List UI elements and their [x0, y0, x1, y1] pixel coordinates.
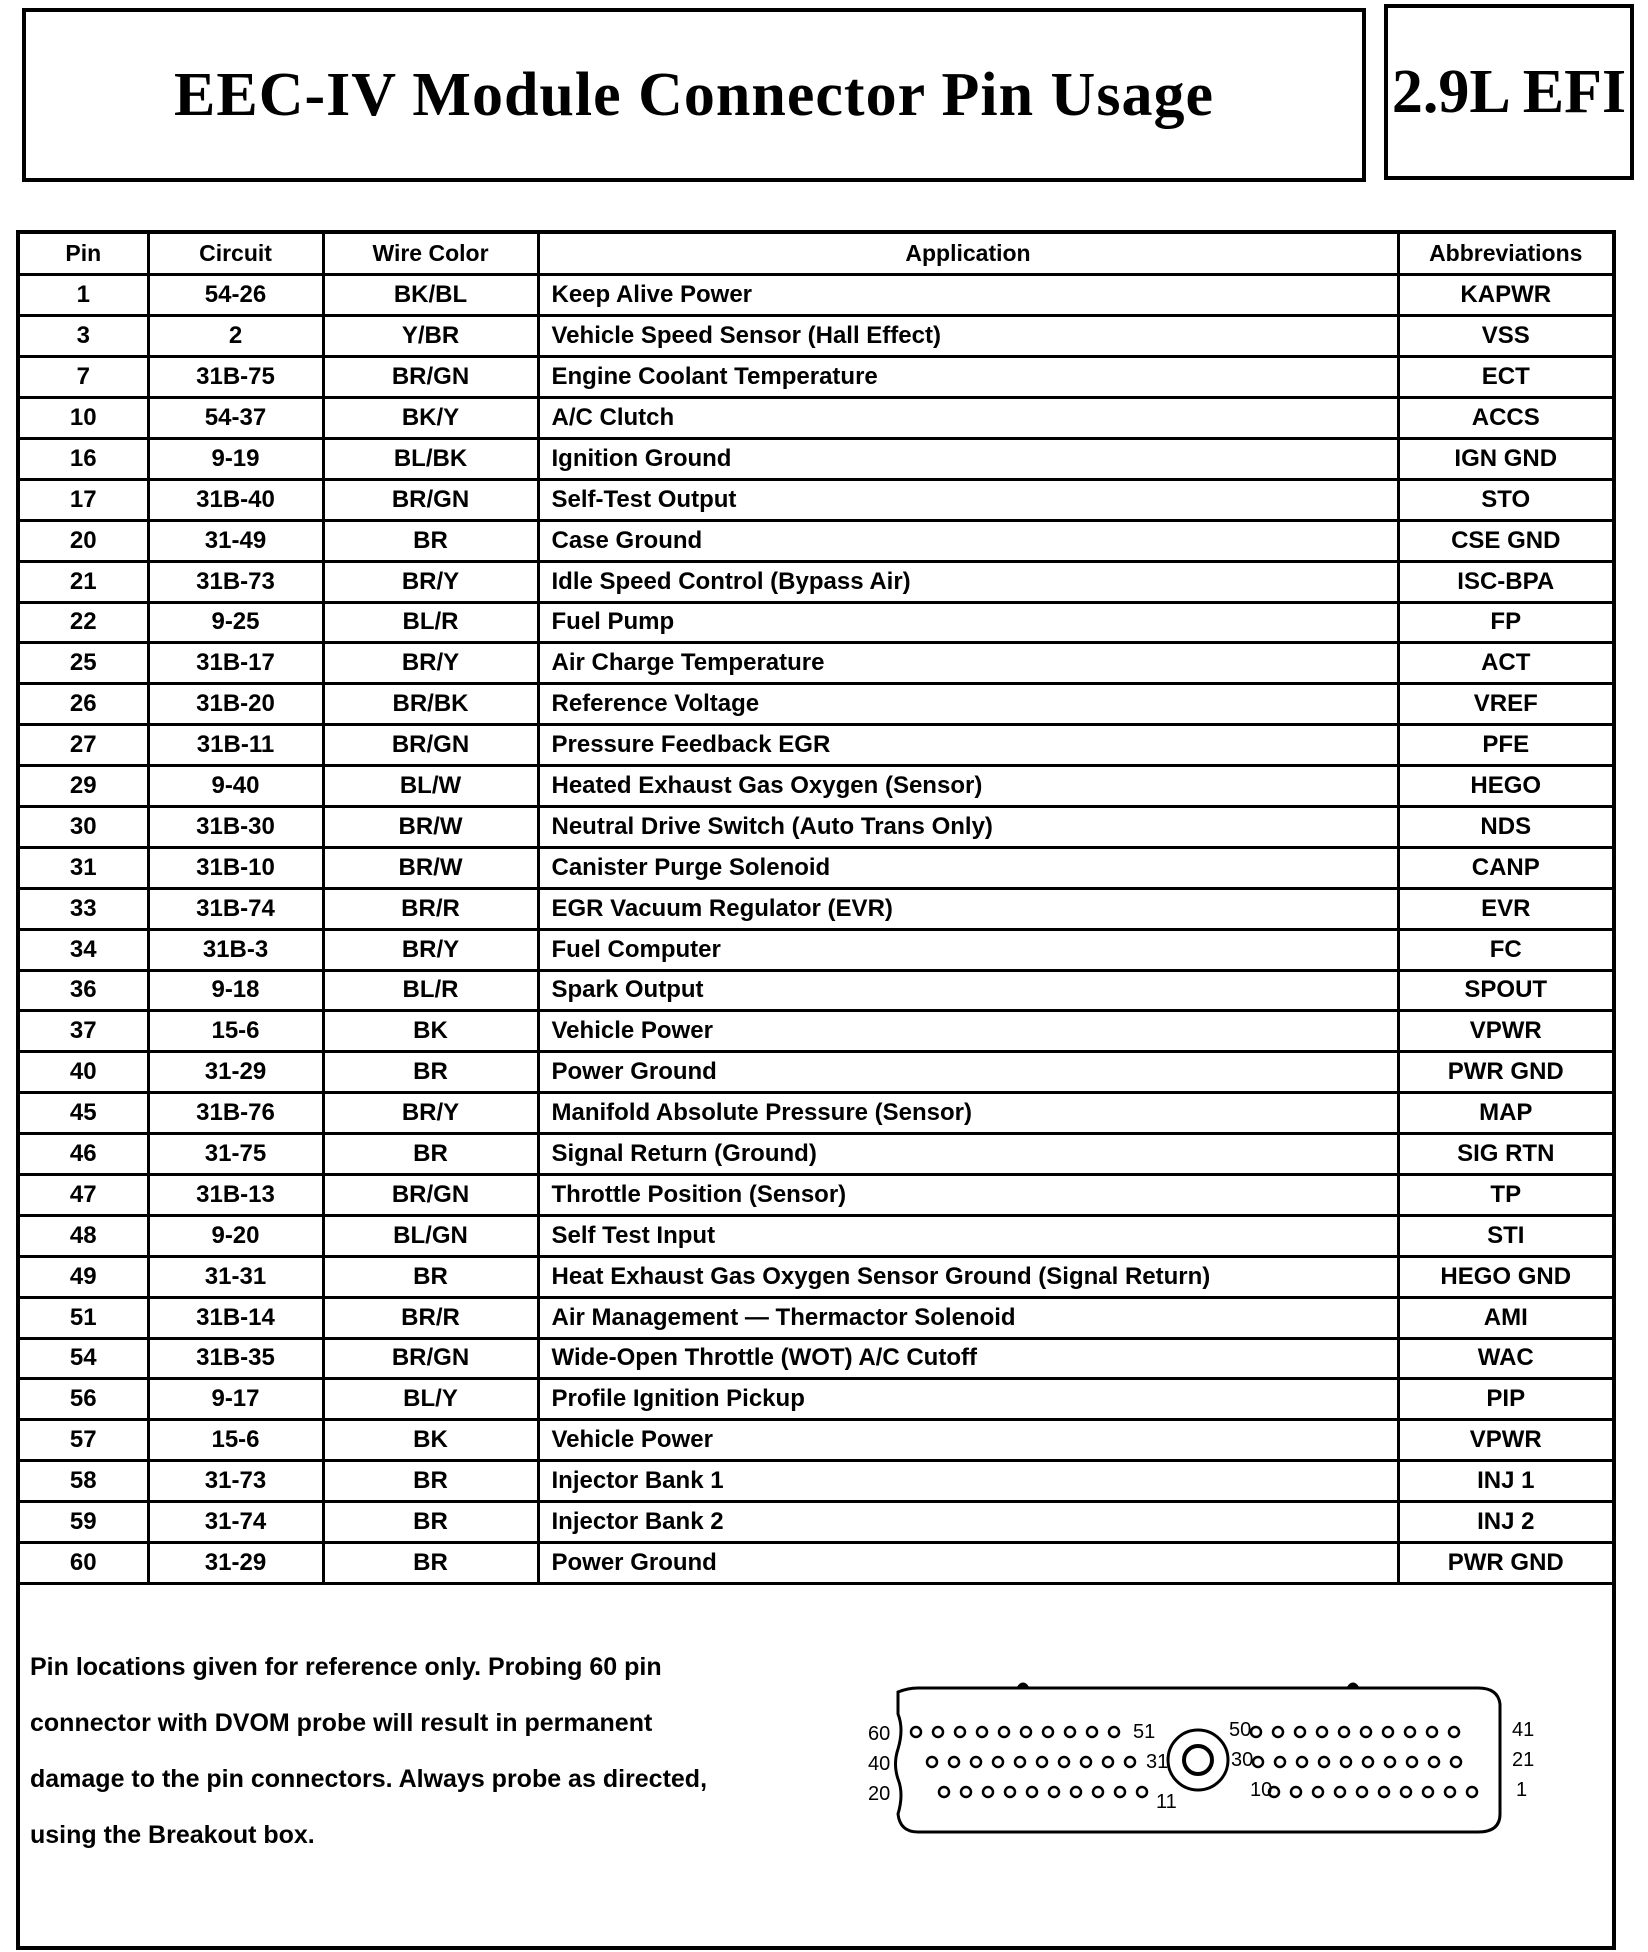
column-header-abbreviations: Abbreviations — [1398, 234, 1612, 275]
connector-pin-hole — [1295, 1727, 1305, 1737]
table-row — [20, 970, 1612, 1011]
table-row — [20, 1011, 1612, 1052]
wire-color-cell: BL/BK — [323, 438, 538, 479]
pin-cell: 34 — [20, 929, 148, 970]
table-row — [20, 275, 1612, 316]
application-cell: Power Ground — [538, 1052, 1398, 1093]
pin-cell: 57 — [20, 1420, 148, 1461]
connector-pin-hole — [1451, 1757, 1461, 1767]
wire-color-cell: BL/R — [323, 602, 538, 643]
abbreviation-cell: STI — [1398, 1215, 1612, 1256]
pin-cell: 33 — [20, 888, 148, 929]
wire-color-cell: BR/GN — [323, 479, 538, 520]
abbreviation-cell: VREF — [1398, 684, 1612, 725]
application-cell: Spark Output — [538, 970, 1398, 1011]
table-row — [20, 479, 1612, 520]
table-row — [20, 1093, 1612, 1134]
wire-color-cell: BR — [323, 1461, 538, 1502]
pin-cell: 56 — [20, 1379, 148, 1420]
table-row — [20, 725, 1612, 766]
circuit-cell: 9-17 — [148, 1379, 323, 1420]
abbreviation-cell: EVR — [1398, 888, 1612, 929]
connector-pin-hole — [1361, 1727, 1371, 1737]
wire-color-cell: BR — [323, 1052, 538, 1093]
connector-pin-hole — [1109, 1727, 1119, 1737]
connector-label-60: 60 — [868, 1723, 891, 1745]
connector-pin-holes — [911, 1727, 1477, 1797]
wire-color-cell: Y/BR — [323, 316, 538, 357]
table-row — [20, 1052, 1612, 1093]
application-cell: Air Management — Thermactor Solenoid — [538, 1297, 1398, 1338]
circuit-cell: 9-19 — [148, 438, 323, 479]
circuit-cell: 9-20 — [148, 1215, 323, 1256]
table-row — [20, 520, 1612, 561]
abbreviation-cell: FC — [1398, 929, 1612, 970]
abbreviation-cell: SPOUT — [1398, 970, 1612, 1011]
pin-cell: 27 — [20, 725, 148, 766]
connector-pin-hole — [1423, 1787, 1433, 1797]
note-line: using the Breakout box. — [30, 1821, 315, 1849]
wire-color-cell: BR — [323, 1543, 538, 1584]
application-cell: Vehicle Power — [538, 1420, 1398, 1461]
connector-label-11: 11 — [1156, 1791, 1177, 1813]
application-cell: Engine Coolant Temperature — [538, 357, 1398, 398]
connector-pin-hole — [983, 1787, 993, 1797]
note-line: connector with DVOM probe will result in permanent — [30, 1709, 653, 1737]
table-row — [20, 316, 1612, 357]
circuit-cell: 54-26 — [148, 275, 323, 316]
table-row — [20, 1174, 1612, 1215]
abbreviation-cell: IGN GND — [1398, 438, 1612, 479]
pin-cell: 60 — [20, 1543, 148, 1584]
connector-pin-hole — [1363, 1757, 1373, 1767]
wire-color-cell: BR — [323, 1134, 538, 1175]
connector-pin-hole — [961, 1787, 971, 1797]
connector-key-left — [1018, 1684, 1028, 1688]
pin-cell: 25 — [20, 643, 148, 684]
abbreviation-cell: PIP — [1398, 1379, 1612, 1420]
connector-pin-hole — [993, 1757, 1003, 1767]
application-cell: Canister Purge Solenoid — [538, 847, 1398, 888]
application-cell: Case Ground — [538, 520, 1398, 561]
table-row — [20, 766, 1612, 807]
abbreviation-cell: KAPWR — [1398, 275, 1612, 316]
circuit-cell: 15-6 — [148, 1011, 323, 1052]
connector-pin-hole — [1043, 1727, 1053, 1737]
connector-pin-hole — [1125, 1757, 1135, 1767]
abbreviation-cell: PFE — [1398, 725, 1612, 766]
abbreviation-cell: CANP — [1398, 847, 1612, 888]
pin-cell: 22 — [20, 602, 148, 643]
table-row — [20, 1256, 1612, 1297]
table-row — [20, 1420, 1612, 1461]
table-row — [20, 888, 1612, 929]
wire-color-cell: BR — [323, 1502, 538, 1543]
connector-pin-hole — [1081, 1757, 1091, 1767]
circuit-cell: 31B-35 — [148, 1338, 323, 1379]
column-header-application: Application — [538, 234, 1398, 275]
abbreviation-cell: PWR GND — [1398, 1543, 1612, 1584]
connector-pin-hole — [1253, 1757, 1263, 1767]
wire-color-cell: BR/BK — [323, 684, 538, 725]
circuit-cell: 31B-76 — [148, 1093, 323, 1134]
connector-label-20: 20 — [868, 1783, 891, 1805]
wire-color-cell: BR — [323, 520, 538, 561]
application-cell: Air Charge Temperature — [538, 643, 1398, 684]
abbreviation-cell: WAC — [1398, 1338, 1612, 1379]
connector-label-30: 30 — [1231, 1749, 1254, 1771]
pin-cell: 1 — [20, 275, 148, 316]
abbreviation-cell: VSS — [1398, 316, 1612, 357]
connector-label-10: 10 — [1250, 1779, 1273, 1801]
title-box — [22, 8, 1366, 182]
column-header-circuit: Circuit — [148, 234, 323, 275]
table-row — [20, 602, 1612, 643]
pin-usage-panel — [16, 230, 1616, 1950]
connector-pin-hole — [971, 1757, 981, 1767]
application-cell: Keep Alive Power — [538, 275, 1398, 316]
pin-cell: 37 — [20, 1011, 148, 1052]
wire-color-cell: BL/W — [323, 766, 538, 807]
table-row — [20, 561, 1612, 602]
connector-pin-hole — [911, 1727, 921, 1737]
application-cell: Reference Voltage — [538, 684, 1398, 725]
pin-cell: 51 — [20, 1297, 148, 1338]
pin-cell: 45 — [20, 1093, 148, 1134]
pin-cell: 46 — [20, 1134, 148, 1175]
connector-pin-hole — [1049, 1787, 1059, 1797]
connector-label-21: 21 — [1512, 1749, 1535, 1771]
wire-color-cell: BR/GN — [323, 1174, 538, 1215]
connector-pin-hole — [1379, 1787, 1389, 1797]
table-row — [20, 1543, 1612, 1584]
wire-color-cell: BR/GN — [323, 725, 538, 766]
application-cell: Signal Return (Ground) — [538, 1134, 1398, 1175]
table-body — [20, 275, 1612, 1584]
connector-pin-hole — [999, 1727, 1009, 1737]
circuit-cell: 9-25 — [148, 602, 323, 643]
application-cell: Profile Ignition Pickup — [538, 1379, 1398, 1420]
abbreviation-cell: CSE GND — [1398, 520, 1612, 561]
connector-pin-hole — [1027, 1787, 1037, 1797]
pin-cell: 58 — [20, 1461, 148, 1502]
circuit-cell: 31B-74 — [148, 888, 323, 929]
application-cell: Fuel Computer — [538, 929, 1398, 970]
pin-cell: 29 — [20, 766, 148, 807]
pin-cell: 59 — [20, 1502, 148, 1543]
application-cell: Self-Test Output — [538, 479, 1398, 520]
connector-pin-hole — [1297, 1757, 1307, 1767]
connector-pin-hole — [1103, 1757, 1113, 1767]
abbreviation-cell: ACCS — [1398, 398, 1612, 439]
connector-pin-hole — [1251, 1727, 1261, 1737]
connector-pin-hole — [1401, 1787, 1411, 1797]
circuit-cell: 31B-20 — [148, 684, 323, 725]
wire-color-cell: BL/Y — [323, 1379, 538, 1420]
application-cell: Injector Bank 2 — [538, 1502, 1398, 1543]
pin-cell: 26 — [20, 684, 148, 725]
connector-pin-hole — [1071, 1787, 1081, 1797]
abbreviation-cell: NDS — [1398, 806, 1612, 847]
connector-pin-hole — [1429, 1757, 1439, 1767]
engine-box — [1384, 4, 1634, 180]
connector-diagram — [838, 1674, 1578, 1854]
abbreviation-cell: SIG RTN — [1398, 1134, 1612, 1175]
abbreviation-cell: TP — [1398, 1174, 1612, 1215]
column-header-wire-color: Wire Color — [323, 234, 538, 275]
application-cell: Throttle Position (Sensor) — [538, 1174, 1398, 1215]
abbreviation-cell: HEGO — [1398, 766, 1612, 807]
pin-usage-table — [20, 234, 1612, 1585]
application-cell: A/C Clutch — [538, 398, 1398, 439]
application-cell: Self Test Input — [538, 1215, 1398, 1256]
wire-color-cell: BR/GN — [323, 357, 538, 398]
connector-label-40: 40 — [868, 1753, 891, 1775]
circuit-cell: 31B-11 — [148, 725, 323, 766]
probing-note — [30, 1639, 810, 1863]
wire-color-cell: BR/Y — [323, 929, 538, 970]
pin-cell: 20 — [20, 520, 148, 561]
pin-cell: 21 — [20, 561, 148, 602]
pin-cell: 54 — [20, 1338, 148, 1379]
application-cell: Wide-Open Throttle (WOT) A/C Cutoff — [538, 1338, 1398, 1379]
circuit-cell: 31-74 — [148, 1502, 323, 1543]
pin-cell: 3 — [20, 316, 148, 357]
wire-color-cell: BR — [323, 1256, 538, 1297]
circuit-cell: 31B-10 — [148, 847, 323, 888]
circuit-cell: 2 — [148, 316, 323, 357]
application-cell: Neutral Drive Switch (Auto Trans Only) — [538, 806, 1398, 847]
circuit-cell: 31B-14 — [148, 1297, 323, 1338]
connector-pin-hole — [1319, 1757, 1329, 1767]
connector-pin-hole — [977, 1727, 987, 1737]
connector-pin-hole — [927, 1757, 937, 1767]
pin-cell: 30 — [20, 806, 148, 847]
connector-pin-hole — [1275, 1757, 1285, 1767]
abbreviation-cell: INJ 1 — [1398, 1461, 1612, 1502]
connector-pin-hole — [1317, 1727, 1327, 1737]
connector-pin-hole — [1407, 1757, 1417, 1767]
application-cell: Power Ground — [538, 1543, 1398, 1584]
connector-pin-hole — [949, 1757, 959, 1767]
application-cell: Vehicle Power — [538, 1011, 1398, 1052]
connector-outline — [896, 1688, 1501, 1832]
table-row — [20, 438, 1612, 479]
circuit-cell: 31B-73 — [148, 561, 323, 602]
circuit-cell: 9-18 — [148, 970, 323, 1011]
application-cell: Manifold Absolute Pressure (Sensor) — [538, 1093, 1398, 1134]
abbreviation-cell: ISC-BPA — [1398, 561, 1612, 602]
connector-pin-hole — [1357, 1787, 1367, 1797]
connector-pin-hole — [1015, 1757, 1025, 1767]
table-row — [20, 398, 1612, 439]
table-row — [20, 643, 1612, 684]
connector-pin-hole — [1273, 1727, 1283, 1737]
abbreviation-cell: ACT — [1398, 643, 1612, 684]
abbreviation-cell: HEGO GND — [1398, 1256, 1612, 1297]
wire-color-cell: BR/R — [323, 888, 538, 929]
connector-key-right — [1348, 1684, 1358, 1688]
wire-color-cell: BR/Y — [323, 1093, 538, 1134]
connector-bolt-inner — [1184, 1746, 1212, 1774]
circuit-cell: 31-73 — [148, 1461, 323, 1502]
connector-pin-hole — [1059, 1757, 1069, 1767]
pin-cell: 49 — [20, 1256, 148, 1297]
pin-cell: 36 — [20, 970, 148, 1011]
table-row — [20, 1461, 1612, 1502]
table-row — [20, 1134, 1612, 1175]
connector-label-51: 51 — [1133, 1721, 1156, 1743]
connector-pin-hole — [1137, 1787, 1147, 1797]
table-row — [20, 1215, 1612, 1256]
circuit-cell: 54-37 — [148, 398, 323, 439]
note-line: damage to the pin connectors. Always probe as directed, — [30, 1765, 708, 1793]
connector-pin-hole — [1405, 1727, 1415, 1737]
application-cell: Fuel Pump — [538, 602, 1398, 643]
wire-color-cell: BL/GN — [323, 1215, 538, 1256]
pin-cell: 31 — [20, 847, 148, 888]
pin-cell: 17 — [20, 479, 148, 520]
circuit-cell: 31-29 — [148, 1052, 323, 1093]
note-line: Pin locations given for reference only. Probing 60 pin — [30, 1653, 662, 1681]
pin-cell: 40 — [20, 1052, 148, 1093]
abbreviation-cell: INJ 2 — [1398, 1502, 1612, 1543]
abbreviation-cell: ECT — [1398, 357, 1612, 398]
circuit-cell: 31-29 — [148, 1543, 323, 1584]
application-cell: EGR Vacuum Regulator (EVR) — [538, 888, 1398, 929]
connector-pin-hole — [1385, 1757, 1395, 1767]
connector-pin-hole — [1313, 1787, 1323, 1797]
circuit-cell: 31-31 — [148, 1256, 323, 1297]
pin-cell: 10 — [20, 398, 148, 439]
circuit-cell: 31B-3 — [148, 929, 323, 970]
wire-color-cell: BL/R — [323, 970, 538, 1011]
wire-color-cell: BR/Y — [323, 643, 538, 684]
table-row — [20, 1379, 1612, 1420]
abbreviation-cell: PWR GND — [1398, 1052, 1612, 1093]
connector-pin-hole — [1093, 1787, 1103, 1797]
circuit-cell: 15-6 — [148, 1420, 323, 1461]
wire-color-cell: BR/Y — [323, 561, 538, 602]
connector-label-31: 31 — [1146, 1751, 1169, 1773]
circuit-cell: 31B-17 — [148, 643, 323, 684]
abbreviation-cell: AMI — [1398, 1297, 1612, 1338]
table-row — [20, 806, 1612, 847]
circuit-cell: 31B-13 — [148, 1174, 323, 1215]
application-cell: Vehicle Speed Sensor (Hall Effect) — [538, 316, 1398, 357]
connector-label-50: 50 — [1229, 1719, 1252, 1741]
connector-pin-hole — [1335, 1787, 1345, 1797]
connector-pin-hole — [1087, 1727, 1097, 1737]
abbreviation-cell: FP — [1398, 602, 1612, 643]
connector-pin-hole — [1445, 1787, 1455, 1797]
wire-color-cell: BR/GN — [323, 1338, 538, 1379]
circuit-cell: 31B-40 — [148, 479, 323, 520]
connector-pin-hole — [1383, 1727, 1393, 1737]
page-title: EEC-IV Module Connector Pin Usage — [174, 60, 1214, 129]
wire-color-cell: BK — [323, 1420, 538, 1461]
table-row — [20, 847, 1612, 888]
abbreviation-cell: STO — [1398, 479, 1612, 520]
connector-pin-hole — [1037, 1757, 1047, 1767]
wire-color-cell: BR/W — [323, 806, 538, 847]
connector-pin-hole — [933, 1727, 943, 1737]
column-header-pin: Pin — [20, 234, 148, 275]
abbreviation-cell: MAP — [1398, 1093, 1612, 1134]
connector-pin-hole — [1065, 1727, 1075, 1737]
application-cell: Idle Speed Control (Bypass Air) — [538, 561, 1398, 602]
connector-pin-hole — [1467, 1787, 1477, 1797]
pin-cell: 16 — [20, 438, 148, 479]
connector-pin-hole — [1291, 1787, 1301, 1797]
circuit-cell: 31-75 — [148, 1134, 323, 1175]
table-row — [20, 684, 1612, 725]
wire-color-cell: BR/W — [323, 847, 538, 888]
wire-color-cell: BK/Y — [323, 398, 538, 439]
connector-pin-hole — [1449, 1727, 1459, 1737]
connector-pin-hole — [955, 1727, 965, 1737]
connector-label-1: 1 — [1516, 1779, 1528, 1801]
application-cell: Ignition Ground — [538, 438, 1398, 479]
table-header-row — [20, 234, 1612, 275]
application-cell: Injector Bank 1 — [538, 1461, 1398, 1502]
connector-bolt-outer — [1168, 1730, 1228, 1790]
abbreviation-cell: VPWR — [1398, 1420, 1612, 1461]
connector-pin-hole — [1339, 1727, 1349, 1737]
pin-cell: 48 — [20, 1215, 148, 1256]
table-row — [20, 1297, 1612, 1338]
wire-color-cell: BR/R — [323, 1297, 538, 1338]
wire-color-cell: BK/BL — [323, 275, 538, 316]
wire-color-cell: BK — [323, 1011, 538, 1052]
table-row — [20, 357, 1612, 398]
connector-label-41: 41 — [1512, 1719, 1535, 1741]
circuit-cell: 31B-30 — [148, 806, 323, 847]
pin-cell: 7 — [20, 357, 148, 398]
table-row — [20, 929, 1612, 970]
connector-pin-hole — [1341, 1757, 1351, 1767]
circuit-cell: 31-49 — [148, 520, 323, 561]
circuit-cell: 9-40 — [148, 766, 323, 807]
table-row — [20, 1338, 1612, 1379]
connector-pin-hole — [1005, 1787, 1015, 1797]
pin-cell: 47 — [20, 1174, 148, 1215]
abbreviation-cell: VPWR — [1398, 1011, 1612, 1052]
connector-pin-hole — [1021, 1727, 1031, 1737]
application-cell: Heated Exhaust Gas Oxygen (Sensor) — [538, 766, 1398, 807]
application-cell: Pressure Feedback EGR — [538, 725, 1398, 766]
connector-pin-hole — [1115, 1787, 1125, 1797]
table-row — [20, 1502, 1612, 1543]
connector-pin-hole — [1427, 1727, 1437, 1737]
connector-pin-hole — [939, 1787, 949, 1797]
circuit-cell: 31B-75 — [148, 357, 323, 398]
engine-label: 2.9L EFI — [1391, 57, 1627, 126]
application-cell: Heat Exhaust Gas Oxygen Sensor Ground (Signal Return) — [538, 1256, 1398, 1297]
